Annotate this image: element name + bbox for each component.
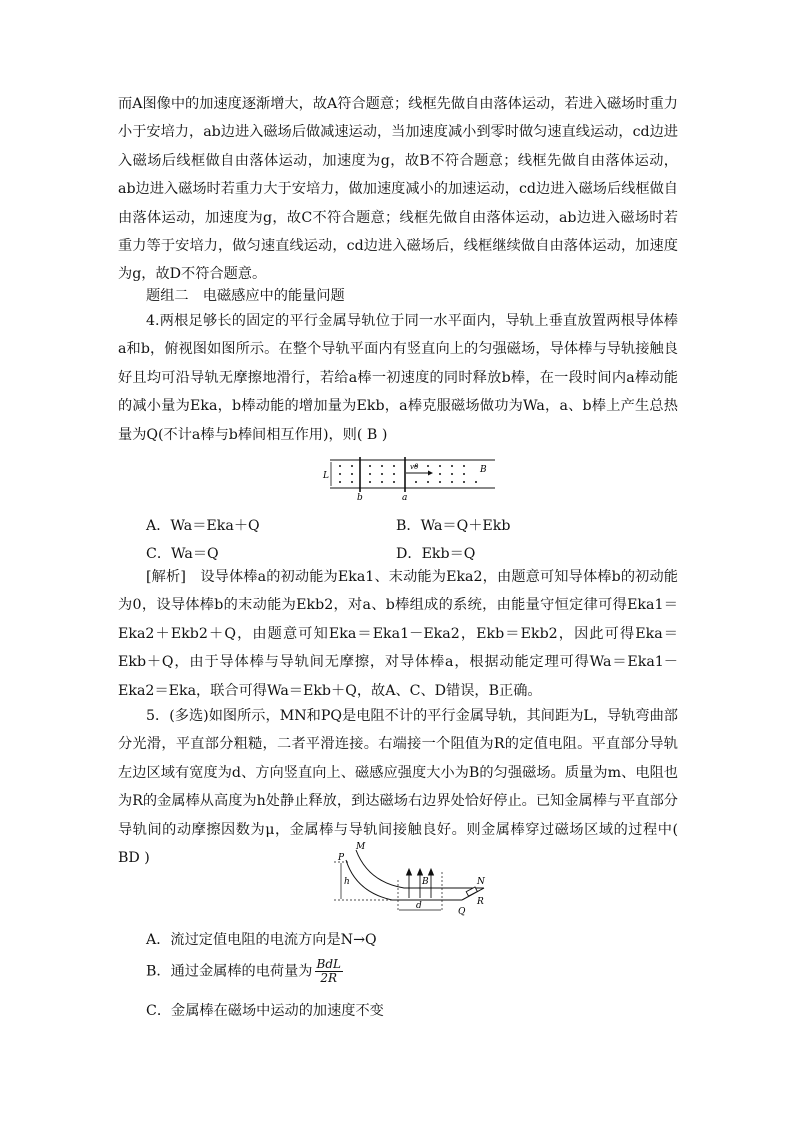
q3-analysis-continued: 而A图像中的加速度逐渐增大，故A符合题意；线框先做自由落体运动，若进入磁场时重力小于安培力，ab边进入磁场后做减速运动，当加速度减小到零时做匀速直线运动，cd边进入磁场后线框做自由落体运动，加速度为g，故B不符合题意；线框先做自由落体运动，ab边进入磁场时若重力大于安培力，做加速度减小的加速运动，cd边进入磁场后线框做自由落体运动，加速度为g，故C不符合题意；线框先做自由落体运动，ab边进入磁场时若重力等于安培力，做匀速直线运动，cd边进入磁场后，线框继续做自由落体运动，加速度为g，故D不符合题意。	[118, 96, 678, 283]
q5-option-a: A．流过定值电阻的电流方向是N→Q	[146, 932, 377, 948]
section-title: 题组二 电磁感应中的能量问题	[146, 288, 345, 304]
fraction-numerator: BdL	[316, 957, 341, 971]
rail-pq	[346, 860, 462, 900]
q5-rails-figure	[334, 842, 494, 920]
q4-option-c: C．Wa＝Q	[146, 546, 219, 562]
label-a: a	[402, 493, 408, 502]
q5-option-b-text: B．通过金属棒的电荷量为	[146, 963, 313, 980]
label-R: R	[477, 897, 484, 907]
label-v0: v0	[410, 463, 419, 471]
label-Q: Q	[458, 907, 466, 917]
fraction-denominator: 2R	[320, 971, 338, 985]
q4-option-a: A．Wa＝Eka＋Q	[146, 518, 260, 534]
label-N: N	[477, 877, 485, 887]
label-B: B	[422, 877, 429, 887]
label-h: h	[344, 877, 350, 887]
label-b: b	[357, 493, 363, 502]
q5-option-b	[146, 958, 343, 985]
q4-option-b: B．Wa＝Q＋Ekb	[396, 518, 511, 534]
q5-stem: 5．(多选)如图所示，MN和PQ是电阻不计的平行金属导轨，其间距为L，导轨弯曲部分光滑，平直部分粗糙，二者平滑连接。右端接一个阻值为R的定值电阻。平直部分导轨左边区域有宽度为d、方向竖直向上、磁感应强度大小为B的匀强磁场。质量为m、电阻也为R的金属棒从高度为h处静止释放，到达磁场右边界处恰好停止。已知金属棒与平直部分导轨间的动摩擦因数为μ，金属棒与导轨间接触良好。则金属棒穿过磁场区域的过程中( BD )	[118, 708, 678, 867]
velocity-arrowhead	[428, 471, 433, 476]
label-L: L	[323, 471, 329, 481]
q4-stem: 4.两根足够长的固定的平行金属导轨位于同一水平面内，导轨上垂直放置两根导体棒a和b，俯视图如图所示。在整个导轨平面内有竖直向上的匀强磁场，导体棒与导轨接触良好且均可沿导轨无摩擦地滑行，若给a棒一初速度的同时释放b棒，在一段时间内a棒动能的减小量为Eka，b棒动能的增加量为Ekb，a棒克服磁场做功为Wa，a、b棒上产生总热量为Q(不计a棒与b棒间相互作用)，则( B )	[118, 313, 678, 443]
label-M: M	[356, 842, 366, 852]
charge-fraction	[315, 958, 343, 985]
q4-option-d: D．Ekb＝Q	[396, 546, 476, 562]
field-arrows	[407, 869, 434, 898]
label-d: d	[416, 901, 422, 911]
q4-analysis: [解析] 设导体棒a的初动能为Eka1、末动能为Eka2，由题意可知导体棒b的初动能为0，设导体棒b的末动能为Ekb2，对a、b棒组成的系统，由能量守恒定律可得Eka1＝Eka2＋Ekb2＋Q，由题意可知Eka＝Eka1－Eka2，Ekb＝Ekb2，因此可得Eka＝Ekb＋Q，由于导体棒与导轨间无摩擦，对导体棒a，根据动能定理可得Wa＝Eka1－Eka2＝Eka，联合可得Wa＝Ekb＋Q，故A、C、D错误，B正确。	[118, 569, 678, 699]
label-P: P	[338, 853, 345, 863]
label-B: B	[480, 465, 487, 475]
q4-rails-figure	[320, 452, 498, 502]
q5-option-c: C．金属棒在磁场中运动的加速度不变	[146, 1003, 384, 1019]
